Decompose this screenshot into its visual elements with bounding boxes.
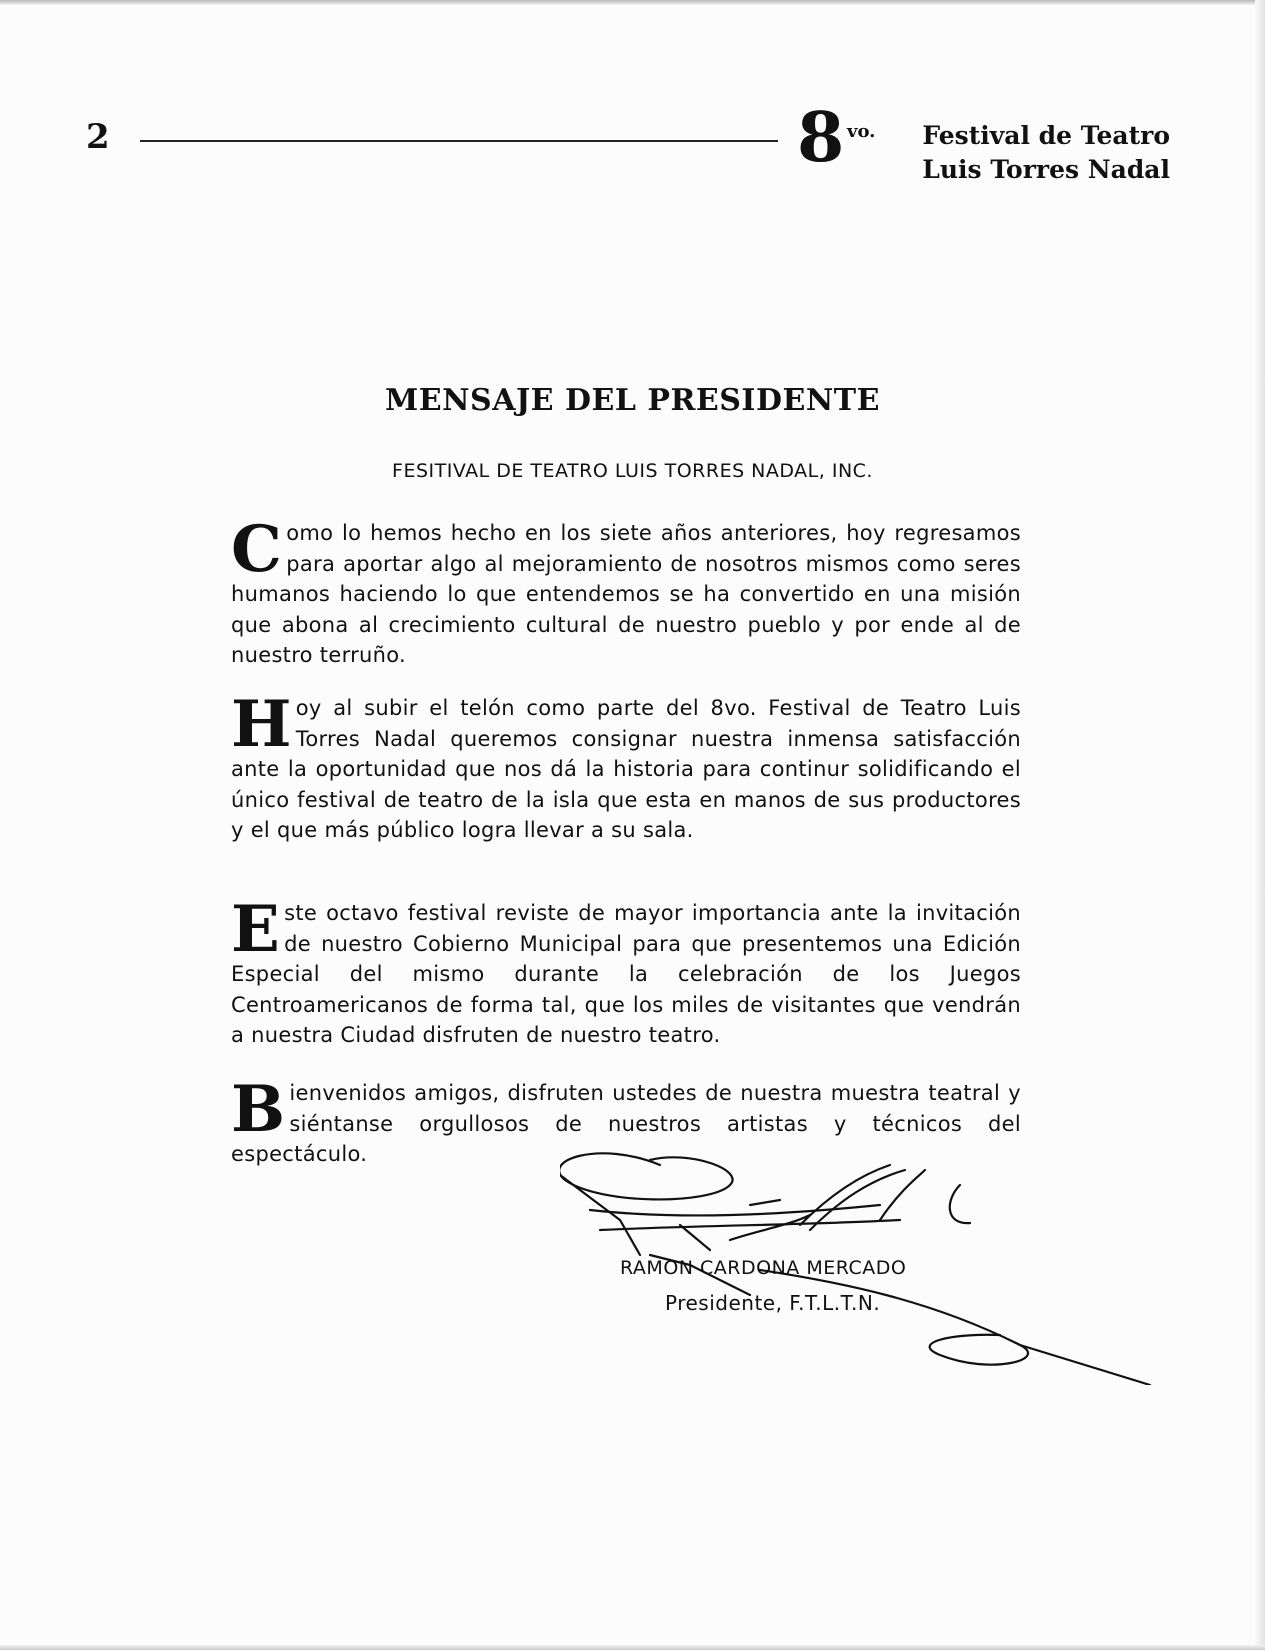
page-edge-top <box>0 0 1265 5</box>
drop-cap: H <box>231 687 292 762</box>
message-title: MENSAJE DEL PRESIDENTE <box>385 383 880 418</box>
festival-edition-numeral: 8 <box>797 98 845 178</box>
drop-cap: E <box>231 892 281 967</box>
header-rule <box>140 140 778 142</box>
festival-title-line1: Festival de Teatro <box>922 121 1170 150</box>
paragraph-3 <box>231 892 1021 1051</box>
page-edge-right <box>1255 0 1265 1650</box>
drop-cap: B <box>231 1072 286 1147</box>
paragraph-text: oy al subir el telón como parte del 8vo. Festival de Teatro Luis Torres Nadal queremos consignar nuestra inmensa satisfacción ante la oportunidad que nos dá la historia para continur solidificando el único festival de teatro de la isla que esta en manos de sus productores y el que más público logra llevar a su sala. <box>231 696 1021 842</box>
organization-name: FESITIVAL DE TEATRO LUIS TORRES NADAL, INC. <box>392 460 873 482</box>
page-edge-bottom <box>0 1645 1265 1650</box>
paragraph-2 <box>231 687 1021 846</box>
drop-cap: C <box>231 512 283 587</box>
signer-title: Presidente, F.T.L.T.N. <box>665 1291 881 1315</box>
festival-title-line2: Luis Torres Nadal <box>922 155 1170 184</box>
paragraph-1 <box>231 512 1021 671</box>
signer-name: RAMON CARDONA MERCADO <box>620 1257 907 1279</box>
paragraph-text: ienvenidos amigos, disfruten ustedes de nuestra muestra teatral y siéntanse orgullosos de nuestros artistas y técnicos del espectáculo. <box>231 1081 1021 1166</box>
festival-title <box>922 119 1170 187</box>
page-number: 2 <box>86 117 110 157</box>
paragraph-text: omo lo hemos hecho en los siete años anteriores, hoy regresamos para aportar algo al mejoramiento de nosotros mismos como seres humanos haciendo lo que entendemos se ha convertido en una misión que abona al crecimiento cultural de nuestro pueblo y por ende al de nuestro terruño. <box>231 521 1021 667</box>
festival-edition-suffix: vo. <box>847 121 876 142</box>
paragraph-text: ste octavo festival reviste de mayor importancia ante la invitación de nuestro Cobierno Municipal para que presentemos una Edición Especial del mismo durante la celebración de los Juegos Centroamericanos de forma tal, que los miles de visitantes que vendrán a nuestra Ciudad disfruten de nuestro teatro. <box>231 901 1021 1047</box>
